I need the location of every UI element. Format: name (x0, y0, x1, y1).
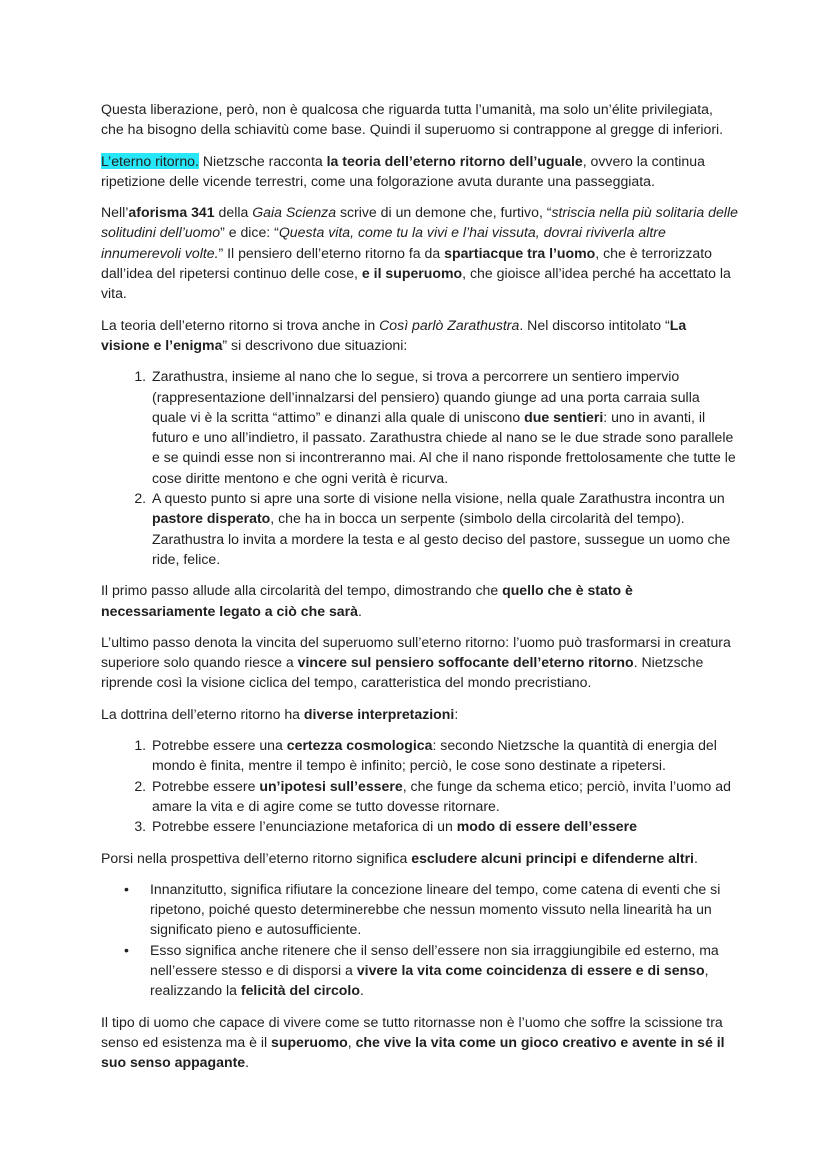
list-item: 2. A questo punto si apre una sorte di visione nella visione, nella quale Zarathustra incontra un pastore disperato, che ha in bocca un serpente (simbolo della circolarità del tempo). Zarathustra lo invita a mordere la testa e al gesto deciso del pastore, sussegue un uomo che ride, felice. (150, 488, 738, 569)
list-item: 2. Potrebbe essere un’ipotesi sull’essere, che funge da schema etico; perciò, invita l’uomo ad amare la vita e di agire come se tutto dovesse ritornare. (150, 776, 738, 817)
paragraph-zarathustra: La teoria dell’eterno ritorno si trova anche in Così parlò Zarathustra. Nel discorso intitolato “La visione e l’enigma” si descrivono due situazioni: (101, 316, 687, 353)
list-item: • Innanzitutto, significa rifiutare la concezione lineare del tempo, come catena di eventi che si ripetono, poiché questo determinerebbe che nessun momento vissuto nella linearità ha un significato pieno e autosufficiente. (124, 880, 721, 938)
paragraph-superman: Il tipo di uomo che capace di vivere come se tutto ritornasse non è l’uomo che soffre la scissione tra senso ed esistenza ma è il superuomo, che vive la vita come un gioco creativo e avente in sé il suo senso appagante. (101, 1013, 725, 1071)
numbered-list-interpretations (101, 735, 738, 836)
highlighted-heading: L’eterno ritorno. (101, 152, 199, 169)
list-item: • Esso significa anche ritenere che il senso dell’essere non sia irraggiungibile ed esterno, ma nell’essere stesso e di disporsi a vivere la vita come coincidenza di essere e di senso, realizzando la felicità del circolo. (124, 941, 719, 999)
paragraph-perspective: Porsi nella prospettiva dell’eterno ritorno significa escludere alcuni principi e difenderne altri. (101, 849, 698, 866)
bullet-list-principles (101, 879, 738, 1001)
bullet-icon: • (124, 941, 129, 958)
paragraph-interpretations: La dottrina dell’eterno ritorno ha diverse interpretazioni: (101, 705, 459, 722)
paragraph-elite: Questa liberazione, però, non è qualcosa che riguarda tutta l’umanità, ma solo un’élite privilegiata, che ha bisogno della schiavitù come base. Quindi il superuomo si contrappone al gregge di inferiori. (101, 101, 724, 138)
paragraph-eternal-return-intro: L’eterno ritorno. Nietzsche racconta la teoria dell’eterno ritorno dell’uguale, ovvero la continua ripetizione delle vicende terrestri, come una folgorazione avuta durante una passeggiata. (101, 152, 705, 189)
list-item: 3. Potrebbe essere l’enunciazione metaforica di un modo di essere dell’essere (150, 816, 738, 836)
paragraph-first-step: Il primo passo allude alla circolarità del tempo, dimostrando che quello che è stato è necessariamente legato a ciò che sarà. (101, 582, 633, 619)
paragraph-last-step: L’ultimo passo denota la vincita del superuomo sull’eterno ritorno: l’uomo può trasformarsi in creatura superiore solo quando riesce a vincere sul pensiero soffocante dell’eterno ritorno. Nietzsche riprende così la visione ciclica del tempo, caratteristica del mondo precristiano. (101, 633, 731, 691)
numbered-list-situations (101, 366, 738, 569)
bullet-icon: • (124, 880, 129, 897)
list-item: 1. Potrebbe essere una certezza cosmologica: secondo Nietzsche la quantità di energia del mondo è finita, mentre il tempo è infinito; perciò, le cose sono destinate a ripetersi. (150, 735, 738, 776)
list-item: 1. Zarathustra, insieme al nano che lo segue, si trova a percorrere un sentiero impervio (rappresentazione dell’innalzarsi del pensiero) quando giunge ad una porta carraia sulla quale vi è la scritta “attimo” e dinanzi alla quale di uniscono due sentieri: uno in avanti, il futuro e uno all’indietro, il passato. Zarathustra chiede al nano se le due strade sono parallele e se quindi esse non si incontreranno mai. Al che il nano risponde frettolosamente che tutte le cose diritte mentono e che ogni verità è ricurva. (150, 366, 738, 488)
paragraph-aphorism-341: Nell’aforisma 341 della Gaia Scienza scrive di un demone che, furtivo, “striscia nella più solitaria delle solitudini dell’uomo” e dice: “Questa vita, come tu la vivi e l’hai vissuta, dovrai riviverla altre innumerevoli volte.” Il pensiero dell’eterno ritorno fa da spartiacque tra l’uomo, che è terrorizzato dall’idea del ripetersi continuo delle cose, e il superuomo, che gioisce all’idea perché ha accettato la vita. (101, 204, 738, 302)
